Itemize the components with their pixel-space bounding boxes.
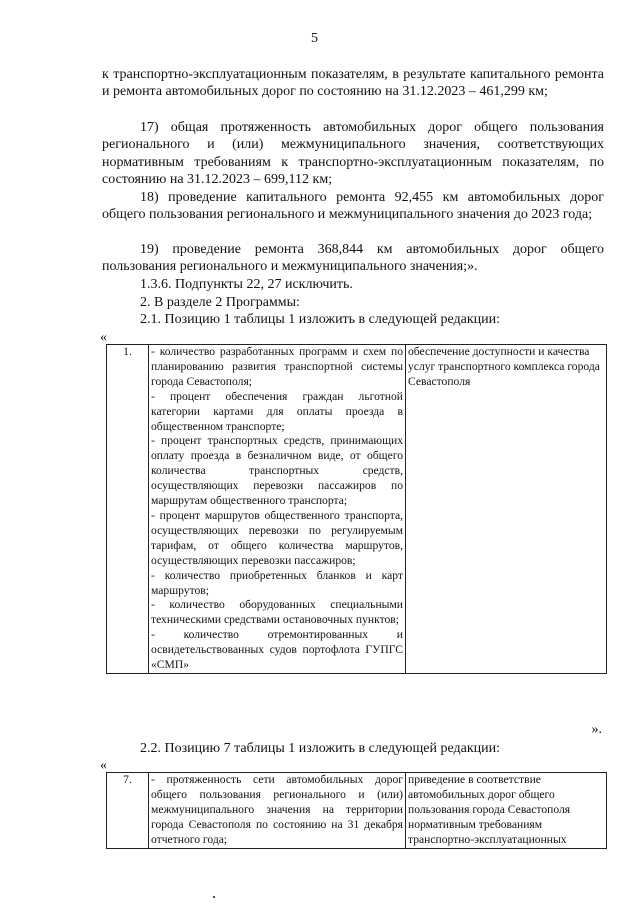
table-position-1 xyxy=(106,344,607,674)
opening-quote-2: « xyxy=(100,758,107,773)
paragraph-18: 18) проведение капитального ремонта 92,455 км автомобильных дорог общего пользования регионального и межмуниципального значения до 2023 года; xyxy=(102,190,604,223)
goal-cell: обеспечение доступности и качества услуг транспортного комплекса города Севастополя xyxy=(406,345,607,674)
paragraph-19: 19) проведение ремонта 368,844 км автомобильных дорог общего пользования регионального и межмуниципального значения;». xyxy=(102,242,604,275)
indicator-item: - количество приобретенных бланков и карт маршрутов; xyxy=(151,568,403,597)
indicators-cell xyxy=(149,345,406,674)
indicator-item: - количество разработанных программ и схем по планированию развития транспортной системы города Севастополя; xyxy=(151,345,403,388)
indicator-item: - количество оборудованных специальными техническими средствами остановочных пунктов; xyxy=(151,598,403,627)
table-row xyxy=(107,345,607,674)
table-row xyxy=(107,773,607,849)
indicator-cell: - протяженность сети автомобильных дорог общего пользования регионального и (или) межмуниципального значения на территории города Севастополя по состоянию на 31 декабря отчетного года; xyxy=(149,773,406,849)
item-2-1: 2.1. Позицию 1 таблицы 1 изложить в следующей редакции: xyxy=(140,312,501,327)
position-number: 1. xyxy=(107,345,149,674)
indicator-item: - процент транспортных средств, принимающих оплату проезда в безналичном виде, от общего количества транспортных средств, осуществляющих перевозки пассажиров по маршрутам общественного транспорта; xyxy=(151,434,403,508)
paragraph-intro: к транспортно-эксплуатационным показателям, в результате капитального ремонта и ремонта автомобильных дорог по состоянию на 31.12.2023 – 461,299 км; xyxy=(102,67,604,100)
table-position-7 xyxy=(106,772,607,849)
subitem-1-3-6: 1.3.6. Подпункты 22, 27 исключить. xyxy=(140,277,353,292)
goal-cell: приведение в соответствие автомобильных дорог общего пользования города Севастополя нормативным требованиям транспортно-эксплуатационных xyxy=(406,773,607,849)
section-2-heading: 2. В разделе 2 Программы: xyxy=(140,295,300,310)
indicator-item: - процент маршрутов общественного транспорта, осуществляющих перевозки по регулируемым тарифам, от общего количества маршрутов, осуществляющих перевозки пассажиров; xyxy=(151,508,403,567)
position-number: 7. xyxy=(107,773,149,849)
item-2-2: 2.2. Позицию 7 таблицы 1 изложить в следующей редакции: xyxy=(140,741,501,756)
indicator-item: - процент обеспечения граждан льготной категории картами для оплаты проезда в общественном транспорте; xyxy=(151,389,403,433)
scan-speck xyxy=(213,896,215,898)
indicator-item: - количество отремонтированных и освидетельствованных судов портофлота ГУПГС «СМП» xyxy=(151,628,403,672)
opening-quote: « xyxy=(100,330,107,345)
closing-quote: ». xyxy=(591,722,602,737)
paragraph-17: 17) общая протяженность автомобильных дорог общего пользования регионального и (или) межмуниципального значения, соответствующих нормативным требованиям к транспортно-эксплуатационным показателям, по состоянию на 31.12.2023 – 699,112 км; xyxy=(102,120,604,188)
page-number: 5 xyxy=(311,31,318,46)
